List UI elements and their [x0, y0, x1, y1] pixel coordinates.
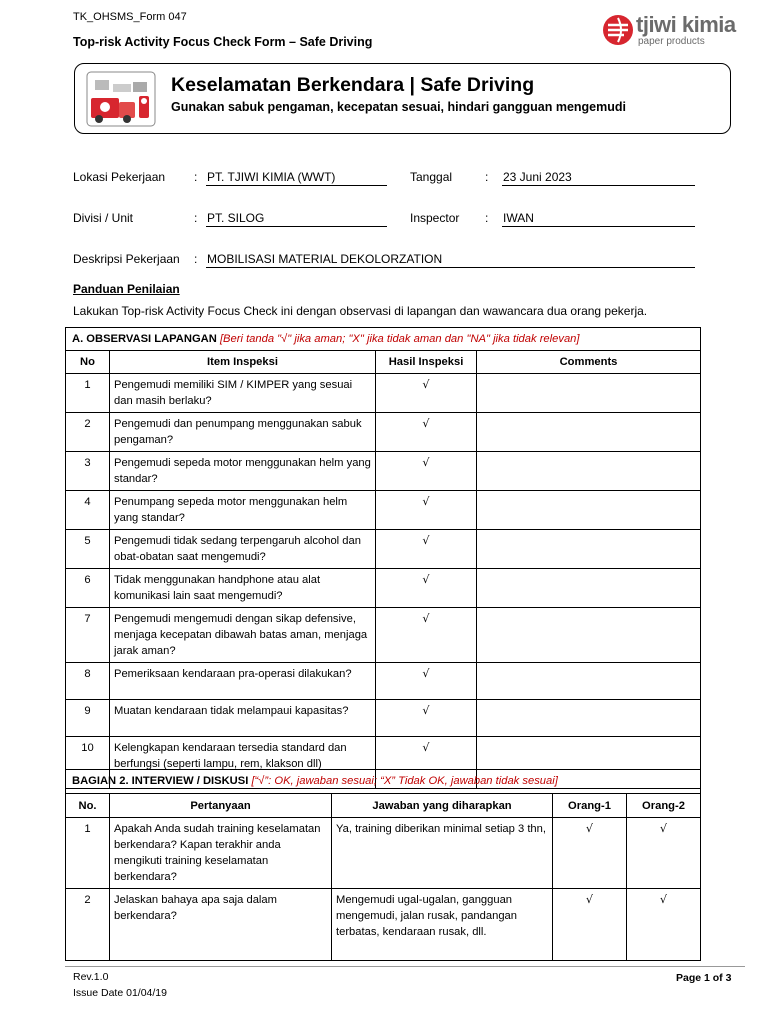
col-person1-header: Orang-1: [553, 794, 627, 818]
inspection-item: Pengemudi memiliki SIM / KIMPER yang sesuai dan masih berlaku?: [110, 374, 376, 413]
safe-driving-illustration-icon: [85, 70, 157, 128]
row-number: 7: [66, 608, 110, 663]
inspection-item: Pengemudi mengemudi dengan sikap defensive, menjaga kecepatan dibawah batas aman, menjaga jarak aman?: [110, 608, 376, 663]
row-number: 1: [66, 818, 110, 889]
col-question-header: Pertanyaan: [110, 794, 332, 818]
guide-text: Lakukan Top-risk Activity Focus Check ini dengan observasi di lapangan dan wawancara dua orang pekerja.: [73, 304, 648, 318]
deskripsi-value[interactable]: MOBILISASI MATERIAL DEKOLORZATION: [206, 252, 695, 268]
company-logo: [602, 12, 742, 52]
section-a-heading-row: [66, 328, 701, 351]
inspection-result[interactable]: √: [376, 737, 477, 789]
expected-answer: Ya, training diberikan minimal setiap 3 thn,: [332, 818, 553, 889]
guide-heading: Panduan Penilaian: [73, 282, 180, 296]
col-person2-header: Orang-2: [627, 794, 701, 818]
section-a-note: [Beri tanda "√" jika aman; "X" jika tidak aman dan "NA" jika tidak relevan]: [219, 333, 580, 345]
banner-subtitle: Gunakan sabuk pengaman, kecepatan sesuai, hindari gangguan mengemudi: [171, 100, 626, 114]
comment-cell[interactable]: [477, 700, 701, 737]
section-b-header-row: [66, 794, 701, 818]
comment-cell[interactable]: [477, 413, 701, 452]
col-comments-header: Comments: [477, 351, 701, 374]
expected-answer: Mengemudi ugal-ugalan, gangguan mengemudi, jalan rusak, pandangan terbatas, kendaraan rusak, dll.: [332, 889, 553, 961]
observation-row: [66, 413, 701, 452]
divisi-colon: :: [194, 211, 198, 225]
col-item-header: Item Inspeksi: [110, 351, 376, 374]
inspection-result[interactable]: √: [376, 452, 477, 491]
title-banner: [74, 63, 731, 134]
inspection-result[interactable]: √: [376, 491, 477, 530]
form-code: TK_OHSMS_Form 047: [73, 11, 187, 23]
section-a-title: A. OBSERVASI LAPANGAN: [72, 333, 217, 345]
inspection-item: Muatan kendaraan tidak melampaui kapasitas?: [110, 700, 376, 737]
comment-cell[interactable]: [477, 569, 701, 608]
person2-result[interactable]: √: [627, 889, 701, 961]
deskripsi-colon: :: [194, 252, 198, 266]
section-b-heading-row: [66, 770, 701, 794]
inspector-colon: :: [485, 211, 489, 225]
col-result-header: Hasil Inspeksi: [376, 351, 477, 374]
tanggal-label: Tanggal: [410, 170, 453, 184]
inspection-item: Pengemudi dan penumpang menggunakan sabuk pengaman?: [110, 413, 376, 452]
person2-result[interactable]: √: [627, 818, 701, 889]
section-b-title: BAGIAN 2. INTERVIEW / DISKUSI: [72, 775, 249, 787]
comment-cell[interactable]: [477, 452, 701, 491]
banner-title: Keselamatan Berkendara | Safe Driving: [171, 74, 535, 96]
inspection-item: Penumpang sepeda motor menggunakan helm yang standar?: [110, 491, 376, 530]
inspection-item: Kelengkapan kendaraan tersedia standard dan berfungsi (seperti lampu, rem, klakson dll): [110, 737, 376, 789]
row-number: 9: [66, 700, 110, 737]
comment-cell[interactable]: [477, 491, 701, 530]
person1-result[interactable]: √: [553, 818, 627, 889]
inspection-item: Pengemudi tidak sedang terpengaruh alcohol dan obat-obatan saat mengemudi?: [110, 530, 376, 569]
inspection-result[interactable]: √: [376, 374, 477, 413]
tanggal-value[interactable]: 23 Juni 2023: [502, 170, 695, 186]
deskripsi-label: Deskripsi Pekerjaan: [73, 252, 180, 266]
person1-result[interactable]: √: [553, 889, 627, 961]
divisi-value[interactable]: PT. SILOG: [206, 211, 387, 227]
interview-question: Jelaskan bahaya apa saja dalam berkendara?: [110, 889, 332, 961]
inspector-value[interactable]: IWAN: [502, 211, 695, 227]
tanggal-colon: :: [485, 170, 489, 184]
col-answer-header: Jawaban yang diharapkan: [332, 794, 553, 818]
inspection-item: Pemeriksaan kendaraan pra-operasi dilakukan?: [110, 663, 376, 700]
observation-row: [66, 569, 701, 608]
row-number: 1: [66, 374, 110, 413]
inspection-result[interactable]: √: [376, 700, 477, 737]
comment-cell[interactable]: [477, 530, 701, 569]
inspection-result[interactable]: √: [376, 569, 477, 608]
comment-cell[interactable]: [477, 608, 701, 663]
row-number: 5: [66, 530, 110, 569]
lokasi-value[interactable]: PT. TJIWI KIMIA (WWT): [206, 170, 387, 186]
logo-name: tjiwi kimia: [636, 12, 736, 37]
col-no-header: No: [66, 351, 110, 374]
logo-sub: paper products: [638, 36, 705, 47]
observation-row: [66, 663, 701, 700]
row-number: 4: [66, 491, 110, 530]
row-number: 2: [66, 889, 110, 961]
row-number: 6: [66, 569, 110, 608]
observation-row: [66, 452, 701, 491]
observation-row: [66, 374, 701, 413]
inspection-result[interactable]: √: [376, 413, 477, 452]
observation-row: [66, 491, 701, 530]
section-b-note: [“√”: OK, jawaban sesuai; “X” Tidak OK, jawaban tidak sesuai]: [251, 775, 558, 787]
footer-divider: [65, 966, 745, 967]
observation-row: [66, 608, 701, 663]
inspector-label: Inspector: [410, 211, 460, 225]
divisi-label: Divisi / Unit: [73, 211, 134, 225]
observation-row: [66, 530, 701, 569]
inspection-result[interactable]: √: [376, 663, 477, 700]
section-a-header-row: [66, 351, 701, 374]
observation-table: [65, 327, 701, 789]
lokasi-label: Lokasi Pekerjaan: [73, 170, 166, 184]
inspection-result[interactable]: √: [376, 608, 477, 663]
row-number: 10: [66, 737, 110, 789]
footer-page-number: Page 1 of 3: [676, 972, 732, 984]
inspection-item: Pengemudi sepeda motor menggunakan helm yang standar?: [110, 452, 376, 491]
lokasi-colon: :: [194, 170, 198, 184]
row-number: 8: [66, 663, 110, 700]
form-title: Top-risk Activity Focus Check Form – Safe Driving: [73, 35, 373, 49]
comment-cell[interactable]: [477, 374, 701, 413]
footer-revision: Rev.1.0: [73, 971, 109, 983]
row-number: 2: [66, 413, 110, 452]
interview-table: [65, 769, 701, 961]
comment-cell[interactable]: [477, 663, 701, 700]
logo-mark-icon: [602, 14, 634, 46]
row-number: 3: [66, 452, 110, 491]
interview-row: [66, 889, 701, 961]
footer-issue-date: Issue Date 01/04/19: [73, 987, 167, 999]
observation-row: [66, 700, 701, 737]
interview-question: Apakah Anda sudah training keselamatan berkendara? Kapan terakhir anda mengikuti training keselamatan berkendara?: [110, 818, 332, 889]
inspection-item: Tidak menggunakan handphone atau alat komunikasi lain saat mengemudi?: [110, 569, 376, 608]
interview-row: [66, 818, 701, 889]
inspection-result[interactable]: √: [376, 530, 477, 569]
col-no-header: No.: [66, 794, 110, 818]
